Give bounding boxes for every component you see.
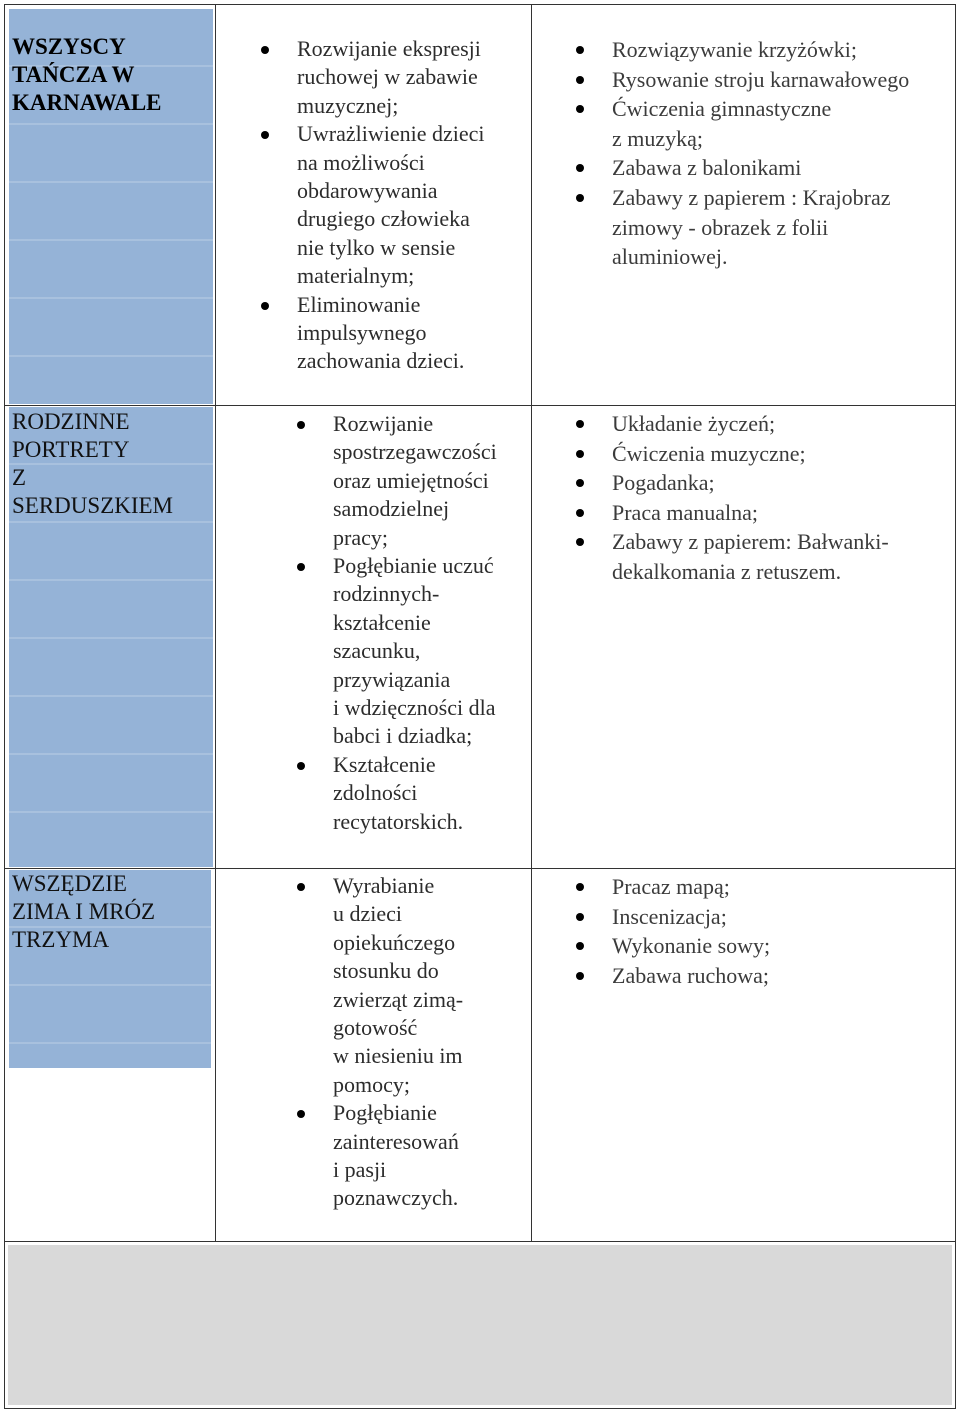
activity-item: Zabawy z papierem: Bałwanki- dekalkomania z retuszem.: [612, 527, 952, 586]
goal-item: Uwrażliwienie dzieci na możliwości obdarowywania drugiego człowieka nie tylko w sensie materialnym;: [297, 120, 529, 290]
activity-item: Inscenizacja;: [612, 902, 952, 932]
activities-list: [612, 409, 952, 587]
goals-list: [333, 410, 529, 836]
footer-fill: [8, 1245, 952, 1405]
goal-item: Eliminowanie impulsywnego zachowania dzieci.: [297, 291, 529, 376]
activities-list: [612, 35, 952, 272]
activity-item: Układanie życzeń;: [612, 409, 952, 439]
activity-item: Zabawa ruchowa;: [612, 961, 952, 991]
activity-item: Ćwiczenia muzyczne;: [612, 439, 952, 469]
activity-item: Praca manualna;: [612, 498, 952, 528]
activities-list: [612, 872, 952, 990]
goal-item: Rozwijanie spostrzegawczości oraz umiejętności samodzielnej pracy;: [333, 410, 529, 552]
goal-item: Kształcenie zdolności recytatorskich.: [333, 751, 529, 836]
activity-item: Ćwiczenia gimnastyczne z muzyką;: [612, 94, 952, 153]
goals-list: [333, 872, 529, 1213]
theme-title: WSZĘDZIE ZIMA I MRÓZ TRZYMA: [12, 871, 156, 952]
goal-item: Pogłębianie uczuć rodzinnych- kształcenie szacunku, przywiązania i wdzięczności dla babci i dziadka;: [333, 552, 529, 751]
activity-item: Zabawa z balonikami: [612, 153, 952, 183]
activity-item: Rysowanie stroju karnawałowego: [612, 65, 952, 95]
activity-item: Pracaz mapą;: [612, 872, 952, 902]
goal-item: Wyrabianie u dzieci opiekuńczego stosunku do zwierząt zimą- gotowość w niesieniu im pomocy;: [333, 872, 529, 1099]
goal-item: Pogłębianie zainteresowań i pasji poznawczych.: [333, 1099, 529, 1213]
activity-item: Rozwiązywanie krzyżówki;: [612, 35, 952, 65]
activity-item: Zabawy z papierem : Krajobraz zimowy - obrazek z folii aluminiowej.: [612, 183, 952, 272]
goal-item: Rozwijanie ekspresji ruchowej w zabawie muzycznej;: [297, 35, 529, 120]
activity-item: Wykonanie sowy;: [612, 931, 952, 961]
goals-list: [297, 35, 529, 376]
theme-title: WSZYSCY TAŃCZA W KARNAWALE: [12, 34, 162, 115]
theme-title: RODZINNE PORTRETY Z SERDUSZKIEM: [12, 409, 174, 518]
activity-item: Pogadanka;: [612, 468, 952, 498]
